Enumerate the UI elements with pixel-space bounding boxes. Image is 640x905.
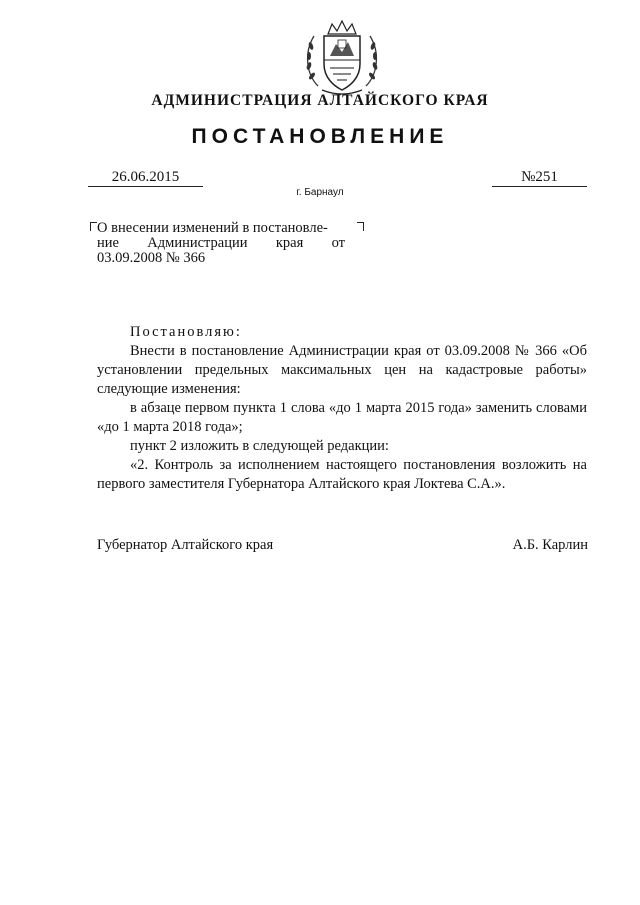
organization-title: АДМИНИСТРАЦИЯ АЛТАЙСКОГО КРАЯ xyxy=(151,92,489,109)
subject-word: Администрации xyxy=(147,235,248,251)
subject-line-3: 03.09.2008 № 366 xyxy=(97,250,206,266)
subject-word: ние xyxy=(97,235,119,251)
body-paragraph: в абзаце первом пункта 1 слова «до 1 марта 2015 года» заменить словами «до 1 марта 2018 года»; xyxy=(97,400,587,435)
document-number: №251 xyxy=(492,168,587,187)
body-paragraph: пункт 2 изложить в следующей редакции: xyxy=(130,438,389,454)
resolve-phrase: Постановляю: xyxy=(130,324,242,340)
document-subject xyxy=(97,221,345,266)
subject-word: края xyxy=(275,235,304,251)
document-type-title: ПОСТАНОВЛЕНИЕ xyxy=(191,125,449,148)
body-paragraph: «2. Контроль за исполнением настоящего постановления возложить на первого заместителя Губернатора Алтайского края Локтева С.А.». xyxy=(97,457,587,492)
body-paragraph: Внести в постановление Администрации края от 03.09.2008 № 366 «Об установлении предельных максимальных цен на кадастровые работы» следующие изменения: xyxy=(97,343,587,397)
signatory-name: А.Б. Карлин xyxy=(512,537,588,553)
subject-line-2 xyxy=(97,236,345,251)
subject-line-1: О внесении изменений в постановле- xyxy=(97,220,328,236)
subject-bracket-left xyxy=(90,222,97,231)
signatory-position: Губернатор Алтайского края xyxy=(97,537,274,553)
document-date: 26.06.2015 xyxy=(88,168,203,187)
document-body xyxy=(97,323,587,494)
document-city: г. Барнаул xyxy=(296,187,344,198)
subject-word: от xyxy=(331,235,345,251)
subject-bracket-right xyxy=(357,222,364,231)
coat-of-arms-emblem xyxy=(300,16,384,100)
